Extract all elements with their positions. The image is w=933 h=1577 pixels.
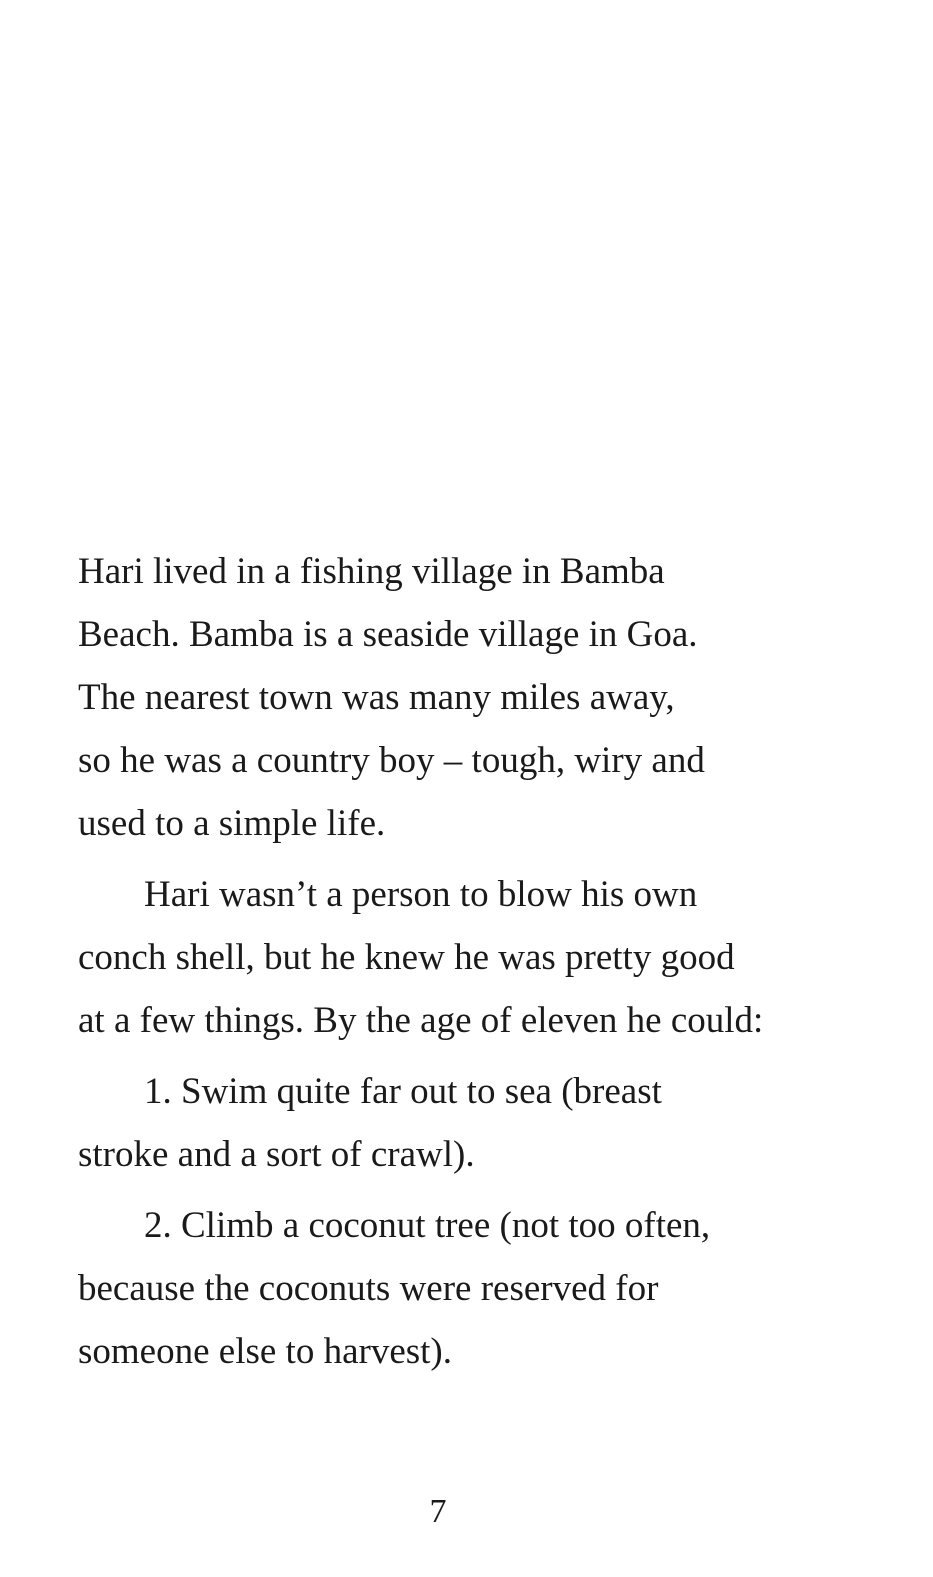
body-text	[78, 540, 838, 1391]
paragraph-2	[78, 863, 838, 1052]
text-line: so he was a country boy – tough, wiry and	[78, 740, 705, 781]
text-line: used to a simple life.	[78, 803, 386, 844]
text-line: 1. Swim quite far out to sea (breast	[144, 1071, 662, 1112]
text-line: Hari lived in a fishing village in Bamba	[78, 551, 665, 592]
page-number: 7	[429, 1493, 447, 1530]
text-line: conch shell, but he knew he was pretty good	[78, 937, 735, 978]
paragraph-1	[78, 540, 838, 855]
text-line: 2. Climb a coconut tree (not too often,	[144, 1205, 711, 1246]
list-item-1	[78, 1060, 838, 1186]
list-item-2	[78, 1194, 838, 1383]
text-line: Hari wasn’t a person to blow his own	[144, 874, 698, 915]
text-line: stroke and a sort of crawl).	[78, 1134, 475, 1175]
text-line: Beach. Bamba is a seaside village in Goa.	[78, 614, 698, 655]
text-line: The nearest town was many miles away,	[78, 677, 675, 718]
text-line: someone else to harvest).	[78, 1331, 452, 1372]
text-line: because the coconuts were reserved for	[78, 1268, 659, 1309]
text-line: at a few things. By the age of eleven he could:	[78, 1000, 764, 1041]
